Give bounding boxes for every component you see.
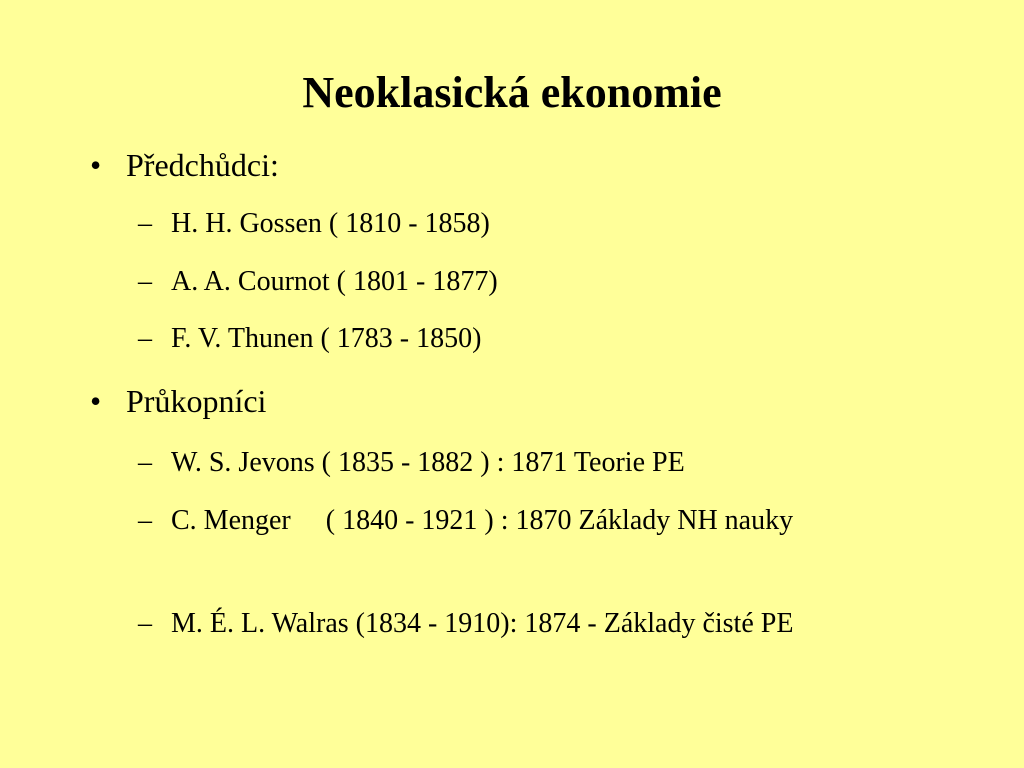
sub-item bbox=[138, 603, 928, 645]
bullet-glyph: • bbox=[90, 383, 102, 419]
dash-glyph: – bbox=[138, 208, 152, 239]
bullet-label: Předchůdci: bbox=[126, 147, 279, 183]
dash-glyph: – bbox=[138, 266, 152, 297]
bullet-glyph: • bbox=[90, 147, 102, 183]
sub-item-text: W. S. Jevons ( 1835 - 1882 ) : 1871 Teorie PE bbox=[171, 447, 685, 478]
sub-item bbox=[138, 318, 938, 360]
dash-glyph: – bbox=[138, 447, 152, 478]
sub-item-text: A. A. Cournot ( 1801 - 1877) bbox=[171, 266, 498, 297]
dash-glyph: – bbox=[138, 608, 152, 639]
sub-item bbox=[138, 203, 938, 245]
sub-item-text: H. H. Gossen ( 1810 - 1858) bbox=[171, 208, 490, 239]
sub-item bbox=[138, 500, 898, 542]
sub-item-text: F. V. Thunen ( 1783 - 1850) bbox=[171, 323, 482, 354]
bullet-label: Průkopníci bbox=[126, 383, 267, 419]
sub-item bbox=[138, 261, 938, 303]
bullet-item-prukopnici bbox=[90, 381, 266, 421]
dash-glyph: – bbox=[138, 323, 152, 354]
sub-item bbox=[138, 442, 938, 484]
dash-glyph: – bbox=[138, 505, 152, 536]
sub-item-text: C. Menger ( 1840 - 1921 ) : 1870 Základy NH nauky bbox=[171, 505, 794, 536]
sub-item-text: M. É. L. Walras (1834 - 1910): 1874 - Základy čisté PE bbox=[171, 608, 794, 639]
bullet-item-predchudci bbox=[90, 145, 279, 185]
slide-title: Neoklasická ekonomie bbox=[302, 68, 722, 117]
